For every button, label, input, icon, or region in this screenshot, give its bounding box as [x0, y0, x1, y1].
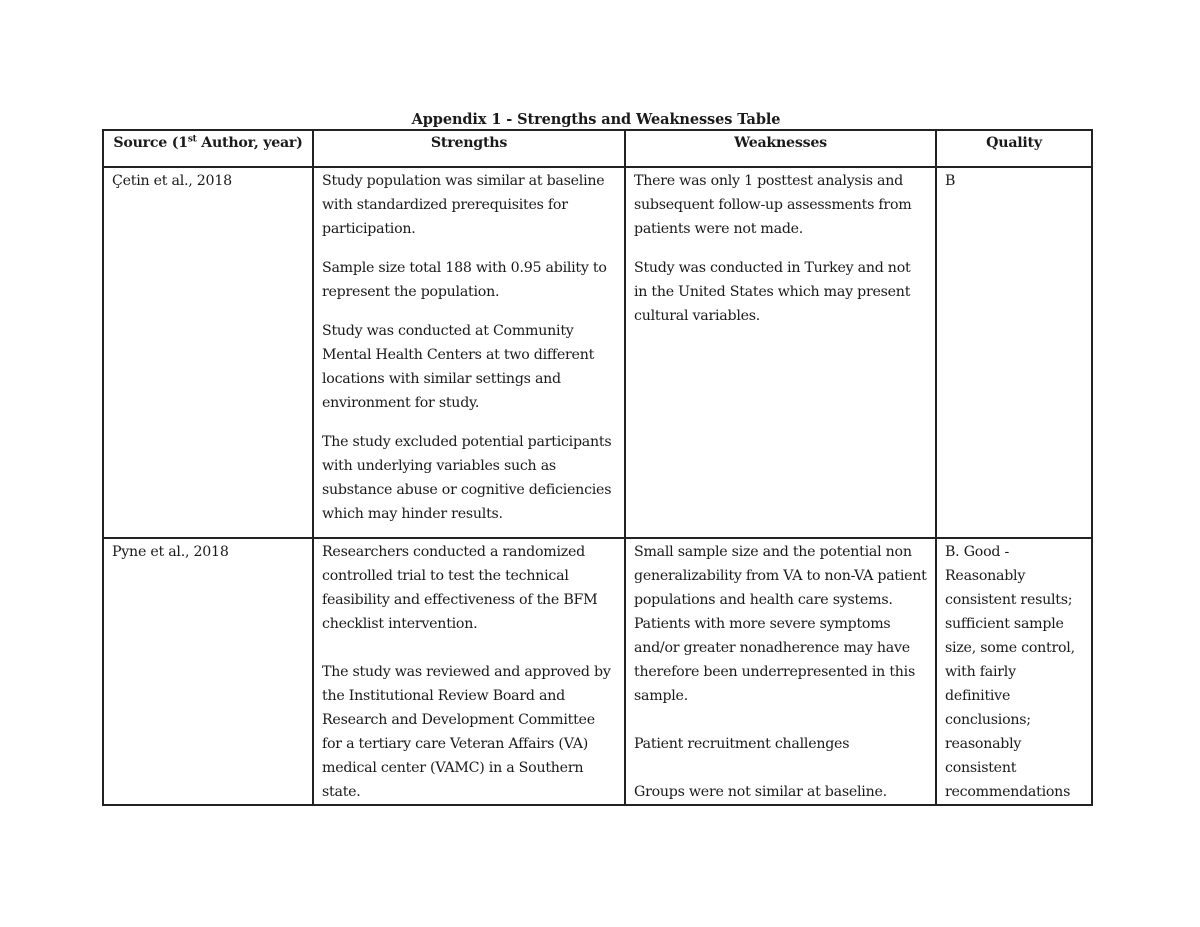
table-row: [103, 167, 1092, 538]
table-header-row: [103, 130, 1092, 167]
quality-text: B. Good - Reasonably consistent results; sufficient sample size, some control, with fairly definitive conclusions; reasonably consistent recommendations: [945, 544, 1075, 800]
column-header-quality: Quality: [936, 130, 1092, 167]
quality-text: B: [945, 173, 956, 189]
strength-item: Sample size total 188 with 0.95 ability to represent the population.: [322, 260, 607, 300]
page-title: Appendix 1 - Strengths and Weaknesses Table: [411, 111, 781, 128]
weakness-item: Groups were not similar at baseline.: [634, 784, 887, 800]
source-header-superscript: st: [187, 134, 197, 145]
weaknesses-cell: [625, 167, 936, 538]
source-text: Pyne et al., 2018: [112, 544, 229, 560]
source-text: Çetin et al., 2018: [112, 173, 232, 189]
strength-item: The study was reviewed and approved by the Institutional Review Board and Research and Development Committee for a tertiary care Veteran Affairs (VA) medical center (VAMC) in a Southern state.: [322, 664, 611, 800]
source-cell: [103, 538, 313, 805]
column-header-source: [103, 130, 313, 167]
weakness-item: There was only 1 posttest analysis and subsequent follow-up assessments from patients were not made.: [634, 173, 912, 237]
strengths-cell: [313, 167, 625, 538]
strength-item: Researchers conducted a randomized controlled trial to test the technical feasibility and effectiveness of the BFM checklist intervention.: [322, 544, 598, 632]
strengths-cell: [313, 538, 625, 805]
column-header-weaknesses: Weaknesses: [625, 130, 936, 167]
quality-cell: [936, 167, 1092, 538]
strengths-weaknesses-table: [102, 129, 1093, 806]
weakness-item: Study was conducted in Turkey and not in the United States which may present cultural variables.: [634, 260, 911, 324]
column-header-strengths: Strengths: [313, 130, 625, 167]
source-header-text: Source (1: [113, 135, 188, 151]
quality-cell: [936, 538, 1092, 805]
weakness-item: Small sample size and the potential non generalizability from VA to non-VA patient populations and health care systems. Patients with more severe symptoms and/or greater nonadherence may have therefore been underrepresented in this sample.: [634, 544, 927, 704]
source-header-suffix: Author, year): [196, 135, 303, 151]
weakness-item: Patient recruitment challenges: [634, 736, 850, 752]
strength-item: Study was conducted at Community Mental Health Centers at two different locations with similar settings and environment for study.: [322, 323, 595, 411]
strength-item: The study excluded potential participants with underlying variables such as substance abuse or cognitive deficiencies which may hinder results.: [322, 434, 612, 522]
table-row: [103, 538, 1092, 805]
source-cell: [103, 167, 313, 538]
weaknesses-cell: [625, 538, 936, 805]
strength-item: Study population was similar at baseline with standardized prerequisites for participation.: [322, 173, 605, 237]
